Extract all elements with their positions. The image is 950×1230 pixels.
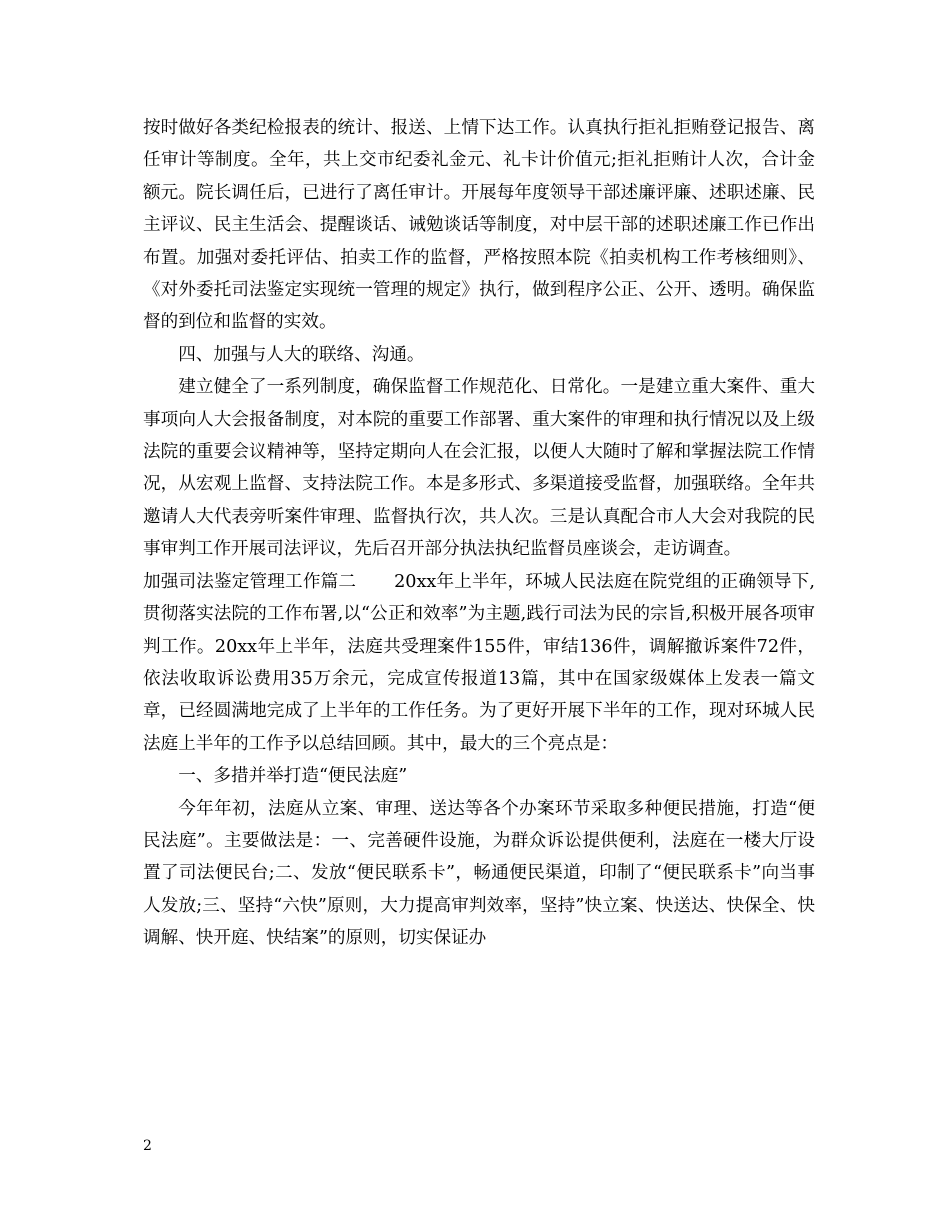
article-title: 加强司法鉴定管理工作篇二 bbox=[143, 571, 357, 592]
page-number: 2 bbox=[143, 1138, 152, 1154]
article-two-intro bbox=[143, 566, 815, 760]
paragraph-discipline-reports: 按时做好各类纪检报表的统计、报送、上情下达工作。认真执行拒礼拒贿登记报告、离任审计等制度。全年，共上交市纪委礼金元、礼卡计价值元;拒礼拒贿计人次，合计金额元。院长调任后，已进行了离任审计。开展每年度领导干部述廉评廉、述职述廉、民主评议、民主生活会、提醒谈话、诫勉谈话等制度，对中层干部的述职述廉工作已作出布置。加强对委托评估、拍卖工作的监督，严格按照本院《拍卖机构工作考核细则》、《对外委托司法鉴定实现统一管理的规定》执行，做到程序公正、公开、透明。确保监督的到位和监督的实效。 bbox=[143, 118, 815, 333]
document-body bbox=[143, 112, 815, 955]
article-intro-text: 20xx年上半年，环城人民法庭在院党组的正确领导下,贯彻落实法院的工作布署,以“公正和效率”为主题,践行司法为民的宗旨,积极开展各项审判工作。20xx年上半年，法庭共受理案件155件，审结136件，调解撤诉案件72件，依法收取诉讼费用35万余元，完成宣传报道13篇，其中在国家级媒体上发表一篇文章，已经圆满地完成了上半年的工作任务。为了更好开展下半年的工作，现对环城人民法庭上半年的工作予以总结回顾。其中，最大的三个亮点是： bbox=[143, 571, 815, 754]
paragraph-supervision-system: 建立健全了一系列制度，确保监督工作规范化、日常化。一是建立重大案件、重大事项向人大会报备制度，对本院的重要工作部署、重大案件的审理和执行情况以及上级法院的重要会议精神等，坚持定期向人在会汇报，以便人大随时了解和掌握法院工作情况，从宏观上监督、支持法院工作。本是多形式、多渠道接受监督，加强联络。全年共邀请人大代表旁听案件审理、监督执行次，共人次。三是认真配合市人大会对我院的民事审判工作开展司法评议，先后召开部分执法执纪监督员座谈会，走访调查。 bbox=[143, 377, 815, 560]
section-heading-convenience-court: 一、多措并举打造“便民法庭” bbox=[178, 766, 408, 787]
paragraph-convenience-measures: 今年年初，法庭从立案、审理、送达等各个办案环节采取多种便民措施，打造“便民法庭”。主要做法是：一、完善硬件设施，为群众诉讼提供便利，法庭在一楼大厅设置了司法便民台;二、发放“便民联系卡”，畅通便民渠道，印制了“便民联系卡”向当事人发放;三、坚持“六快”原则，大力提高审判效率，坚持”快立案、快送达、快保全、快调解、快开庭、快结案”的原则，切实保证办 bbox=[143, 798, 815, 949]
section-heading-people-congress: 四、加强与人大的联络、沟通。 bbox=[178, 344, 425, 365]
